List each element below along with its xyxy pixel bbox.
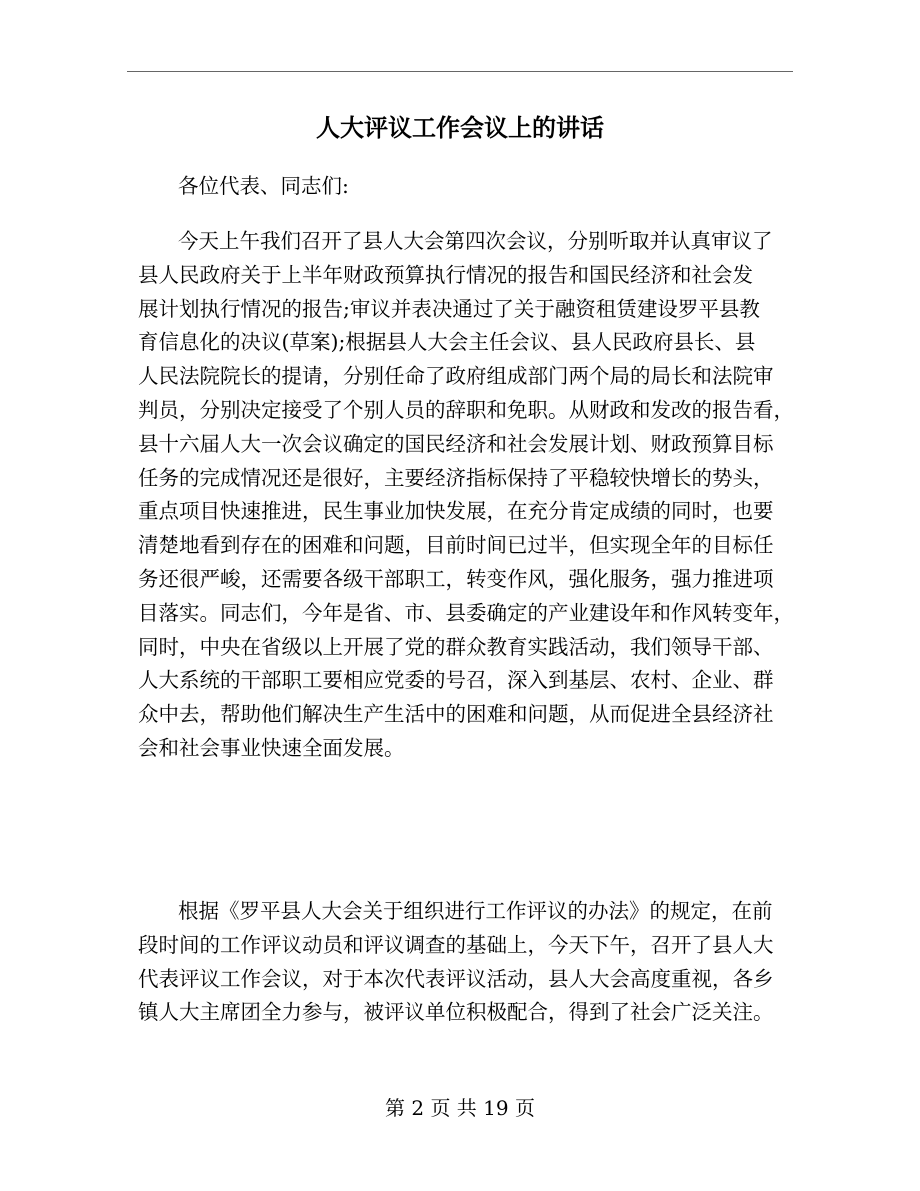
- paragraph-line: 众中去，帮助他们解决生产生活中的困难和问题，从而促进全县经济社: [138, 702, 774, 727]
- paragraph-line: 任务的完成情况还是很好，主要经济指标保持了平稳较快增长的势头，: [138, 465, 774, 490]
- paragraph-line: 县十六届人大一次会议确定的国民经济和社会发展计划、财政预算目标: [138, 431, 774, 456]
- paragraph-line: 清楚地看到存在的困难和问题，目前时间已过半，但实现全年的目标任: [138, 533, 774, 558]
- paragraph-line: 展计划执行情况的报告;审议并表决通过了关于融资租赁建设罗平县教: [138, 296, 760, 321]
- header-rule: [127, 71, 793, 72]
- paragraph-line: 会和社会事业快速全面发展。: [138, 735, 405, 760]
- greeting-line: 各位代表、同志们:: [178, 174, 349, 198]
- paragraph-line: 代表评议工作会议，对于本次代表评议活动，县人大会高度重视，各乡: [138, 966, 774, 991]
- paragraph-line: 段时间的工作评议动员和评议调查的基础上，今天下午，召开了县人大: [138, 932, 774, 957]
- paragraph-line: 育信息化的决议(草案);根据县人大会主任会议、县人民政府县长、县: [138, 330, 756, 355]
- paragraph-line: 人大系统的干部职工要相应党委的号召，深入到基层、农村、企业、群: [138, 668, 774, 693]
- paragraph-line: 同时，中央在省级以上开展了党的群众教育实践活动，我们领导干部、: [138, 634, 774, 659]
- paragraph-line: 镇人大主席团全力参与，被评议单位积极配合，得到了社会广泛关注。: [138, 1000, 774, 1025]
- paragraph-line: 务还很严峻，还需要各级干部职工，转变作风，强化服务，强力推进项: [138, 566, 774, 591]
- paragraph-line: 目落实。同志们，今年是省、市、县委确定的产业建设年和作风转变年，: [138, 600, 794, 625]
- paragraph-line: 重点项目快速推进，民生事业加快发展，在充分肯定成绩的同时，也要: [138, 499, 774, 524]
- paragraph-line: 今天上午我们召开了县人大会第四次会议，分别听取并认真审议了: [178, 229, 773, 253]
- paragraph-1: [138, 225, 798, 766]
- paragraph-2: [138, 895, 798, 1030]
- greeting: [138, 170, 798, 204]
- paragraph-line: 人民法院院长的提请，分别任命了政府组成部门两个局的局长和法院审: [138, 364, 774, 389]
- paragraph-line: 根据《罗平县人大会关于组织进行工作评议的办法》的规定，在前: [178, 899, 773, 923]
- document-title: 人大评议工作会议上的讲话: [316, 113, 604, 142]
- paragraph-line: 县人民政府关于上半年财政预算执行情况的报告和国民经济和社会发: [138, 262, 753, 287]
- paragraph-line: 判员，分别决定接受了个别人员的辞职和免职。从财政和发改的报告看，: [138, 397, 794, 422]
- page-number: 第 2 页 共 19 页: [385, 1096, 535, 1120]
